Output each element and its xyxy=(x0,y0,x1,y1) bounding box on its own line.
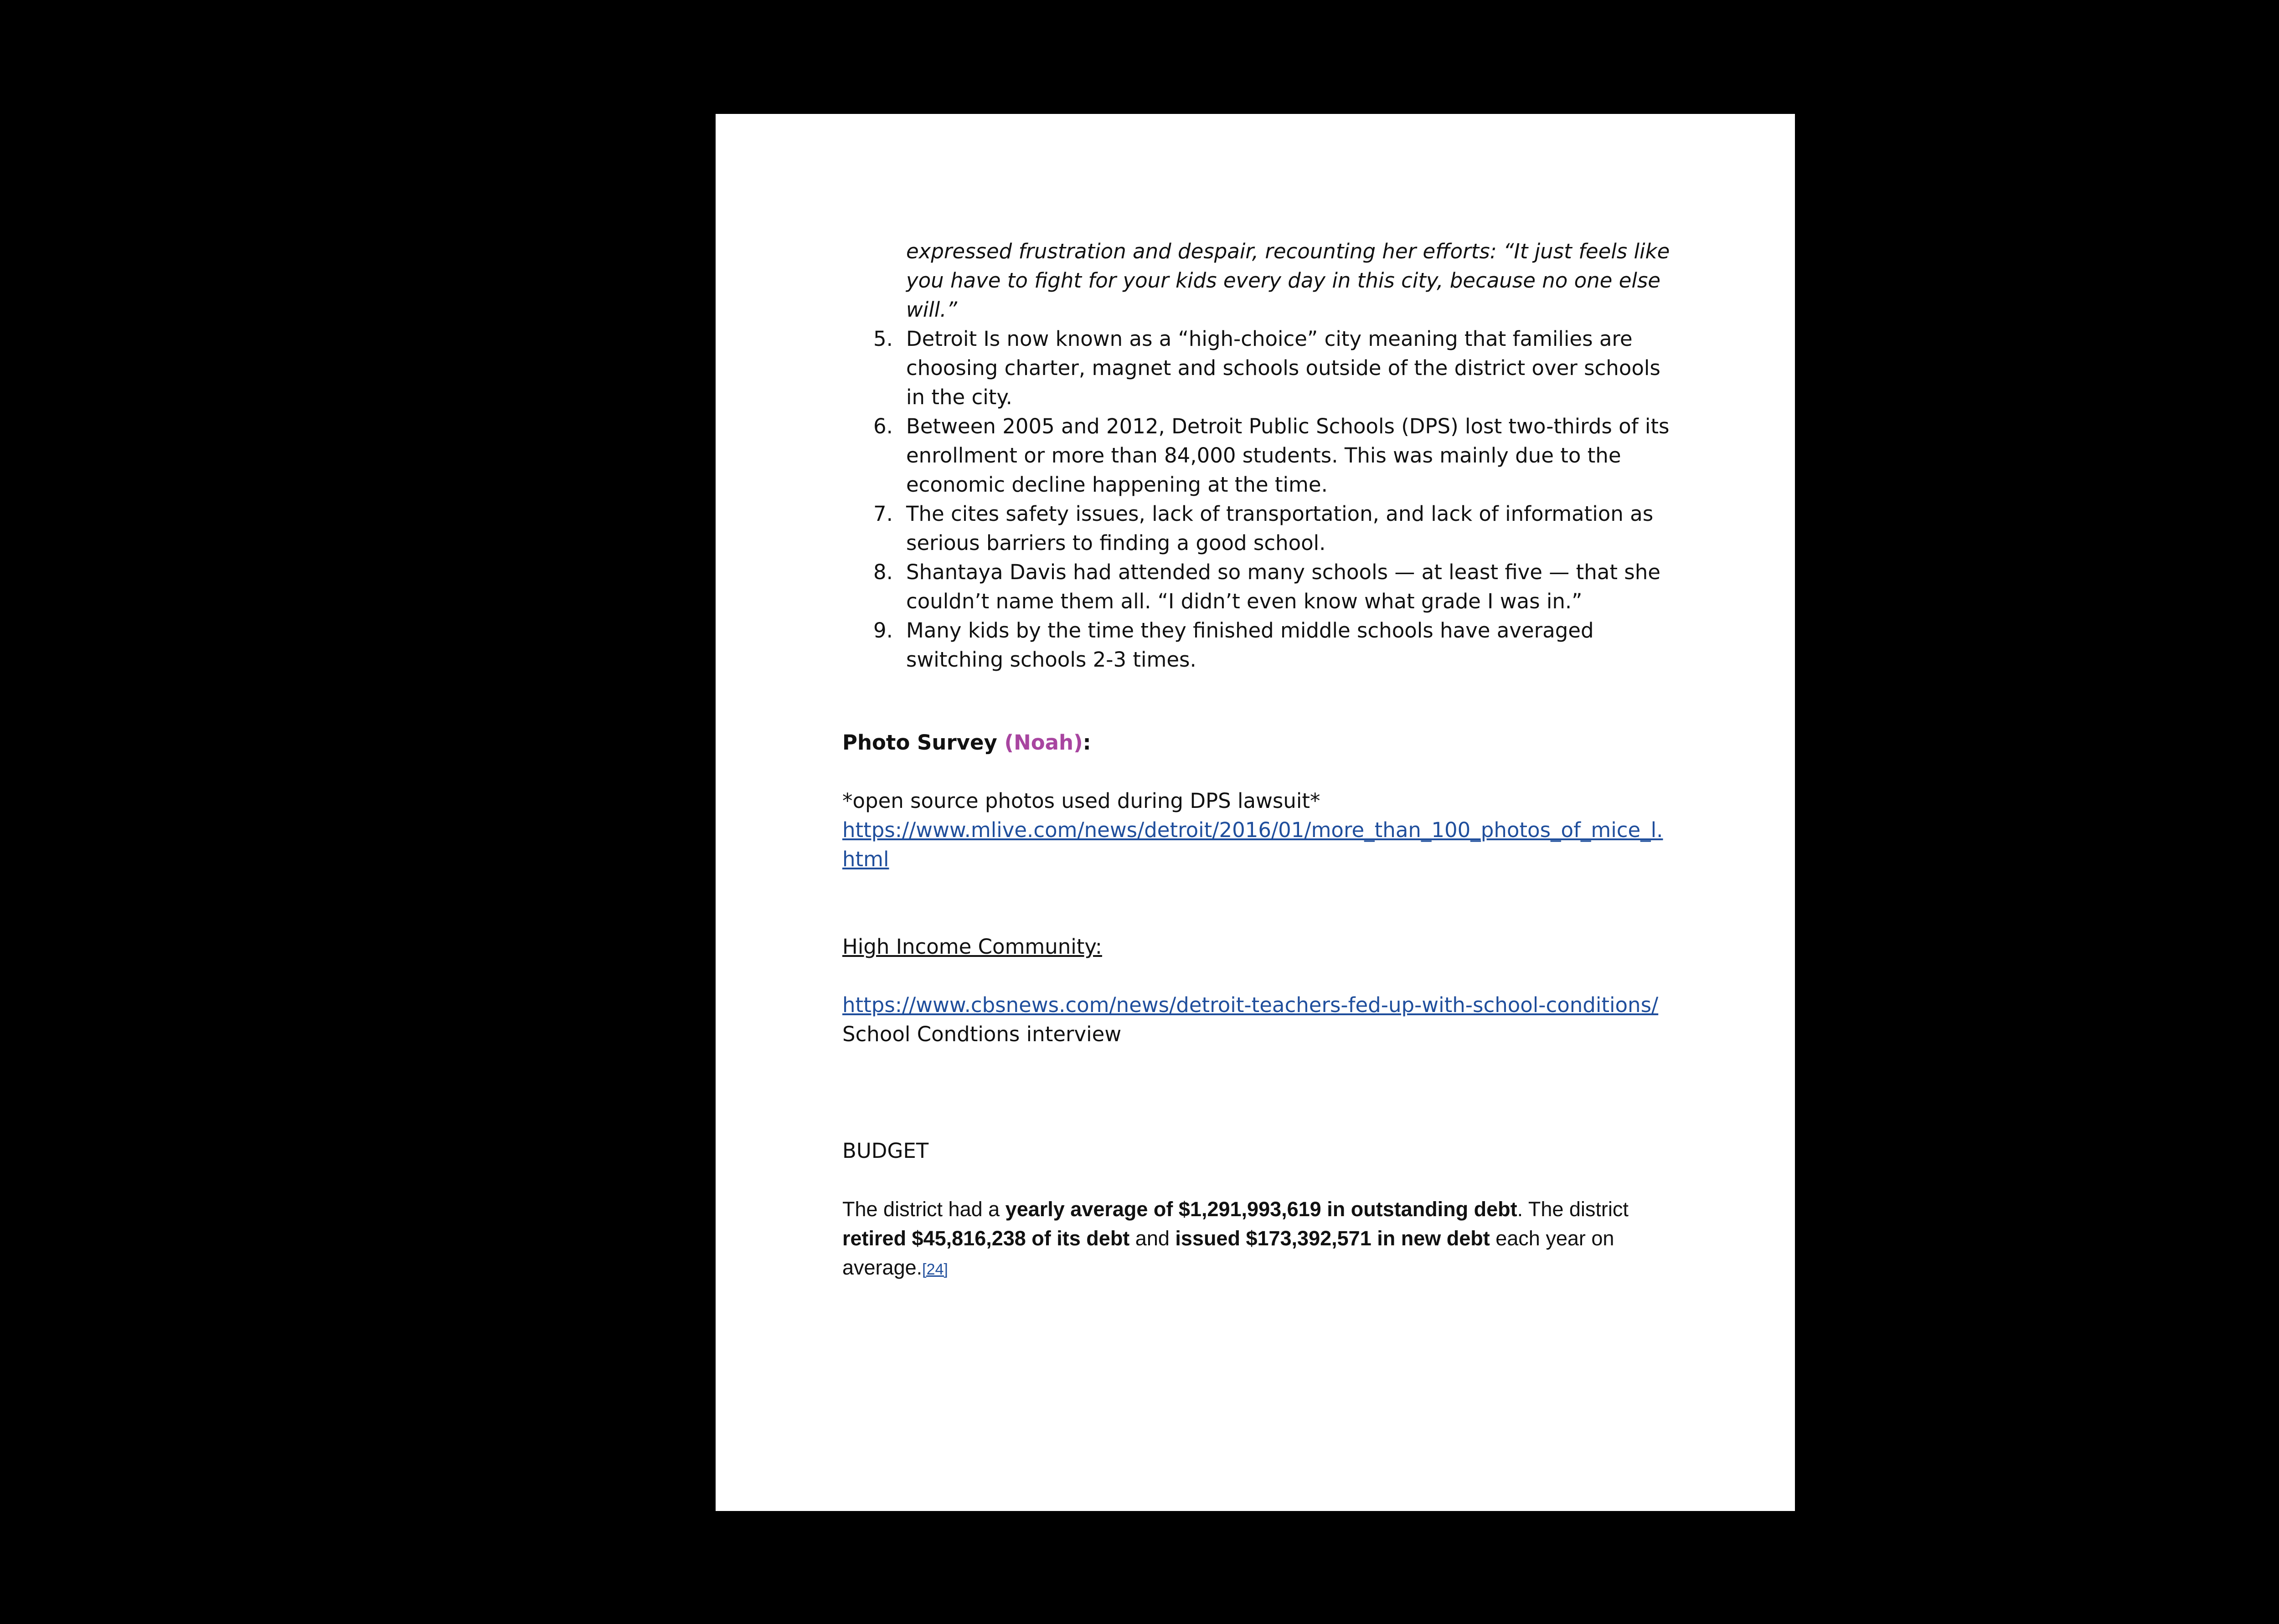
budget-text: . The district xyxy=(1517,1197,1629,1221)
spacer xyxy=(842,757,1672,786)
list-number: 6. xyxy=(873,414,893,438)
list-number: 7. xyxy=(873,502,893,526)
budget-bold-text: issued $173,392,571 in new debt xyxy=(1175,1227,1490,1250)
photo-survey-label: Photo Survey xyxy=(842,730,1005,755)
budget-text: and xyxy=(1129,1227,1176,1250)
citation-link[interactable]: [24] xyxy=(922,1261,948,1278)
spacer xyxy=(842,674,1672,728)
document-page xyxy=(716,114,1795,1511)
high-income-caption: School Condtions interview xyxy=(842,1022,1122,1046)
budget-bold-text: yearly average of $1,291,993,619 in outstanding debt xyxy=(1005,1197,1517,1221)
budget-text: The district had a xyxy=(842,1197,1005,1221)
list-number: 5. xyxy=(873,327,893,351)
list-text: The cites safety issues, lack of transportation, and lack of information as serious barriers to finding a good school. xyxy=(906,502,1654,555)
list-text: Between 2005 and 2012, Detroit Public Schools (DPS) lost two-thirds of its enrollment or more than 84,000 students. This was mainly due to the economic decline happening at the time. xyxy=(906,414,1670,497)
budget-heading: BUDGET xyxy=(842,1139,929,1163)
spacer xyxy=(842,874,1672,932)
list-item xyxy=(842,616,1672,674)
spacer xyxy=(842,1049,1672,1136)
list-item xyxy=(842,412,1672,499)
photo-survey-note: *open source photos used during DPS lawsuit* xyxy=(842,789,1320,813)
spacer xyxy=(842,961,1672,991)
list-text: Many kids by the time they finished middle schools have averaged switching schools 2-3 times. xyxy=(906,618,1594,672)
page-content xyxy=(842,237,1672,1284)
photo-survey-colon: : xyxy=(1083,730,1091,755)
photo-survey-heading xyxy=(842,728,1672,757)
budget-text: each year on average. xyxy=(842,1227,1614,1279)
photo-survey-link[interactable]: https://www.mlive.com/news/detroit/2016/01/more_than_100_photos_of_mice_l.html xyxy=(842,818,1663,871)
list-item xyxy=(842,499,1672,558)
budget-bold-text: retired $45,816,238 of its debt xyxy=(842,1227,1130,1250)
spacer xyxy=(842,1166,1672,1195)
high-income-heading: High Income Community: xyxy=(842,935,1102,959)
list-number: 8. xyxy=(873,560,893,584)
list-item xyxy=(842,558,1672,616)
list-item xyxy=(842,324,1672,412)
list-text: Shantaya Davis had attended so many schools — at least five — that she couldn’t name them all. “I didn’t even know what grade I was in.” xyxy=(906,560,1660,613)
high-income-link[interactable]: https://www.cbsnews.com/news/detroit-teachers-fed-up-with-school-conditions/ xyxy=(842,993,1659,1017)
photo-survey-author: (Noah) xyxy=(1004,730,1083,755)
list-number: 9. xyxy=(873,618,893,642)
list-text: Detroit Is now known as a “high-choice” city meaning that families are choosing charter, magnet and schools outside of the district over schools in the city. xyxy=(906,327,1660,409)
budget-paragraph xyxy=(842,1195,1672,1284)
list-item-continuation: expressed frustration and despair, recounting her efforts: “It just feels like you have to fight for your kids every day in this city, because no one else will.” xyxy=(906,239,1670,322)
